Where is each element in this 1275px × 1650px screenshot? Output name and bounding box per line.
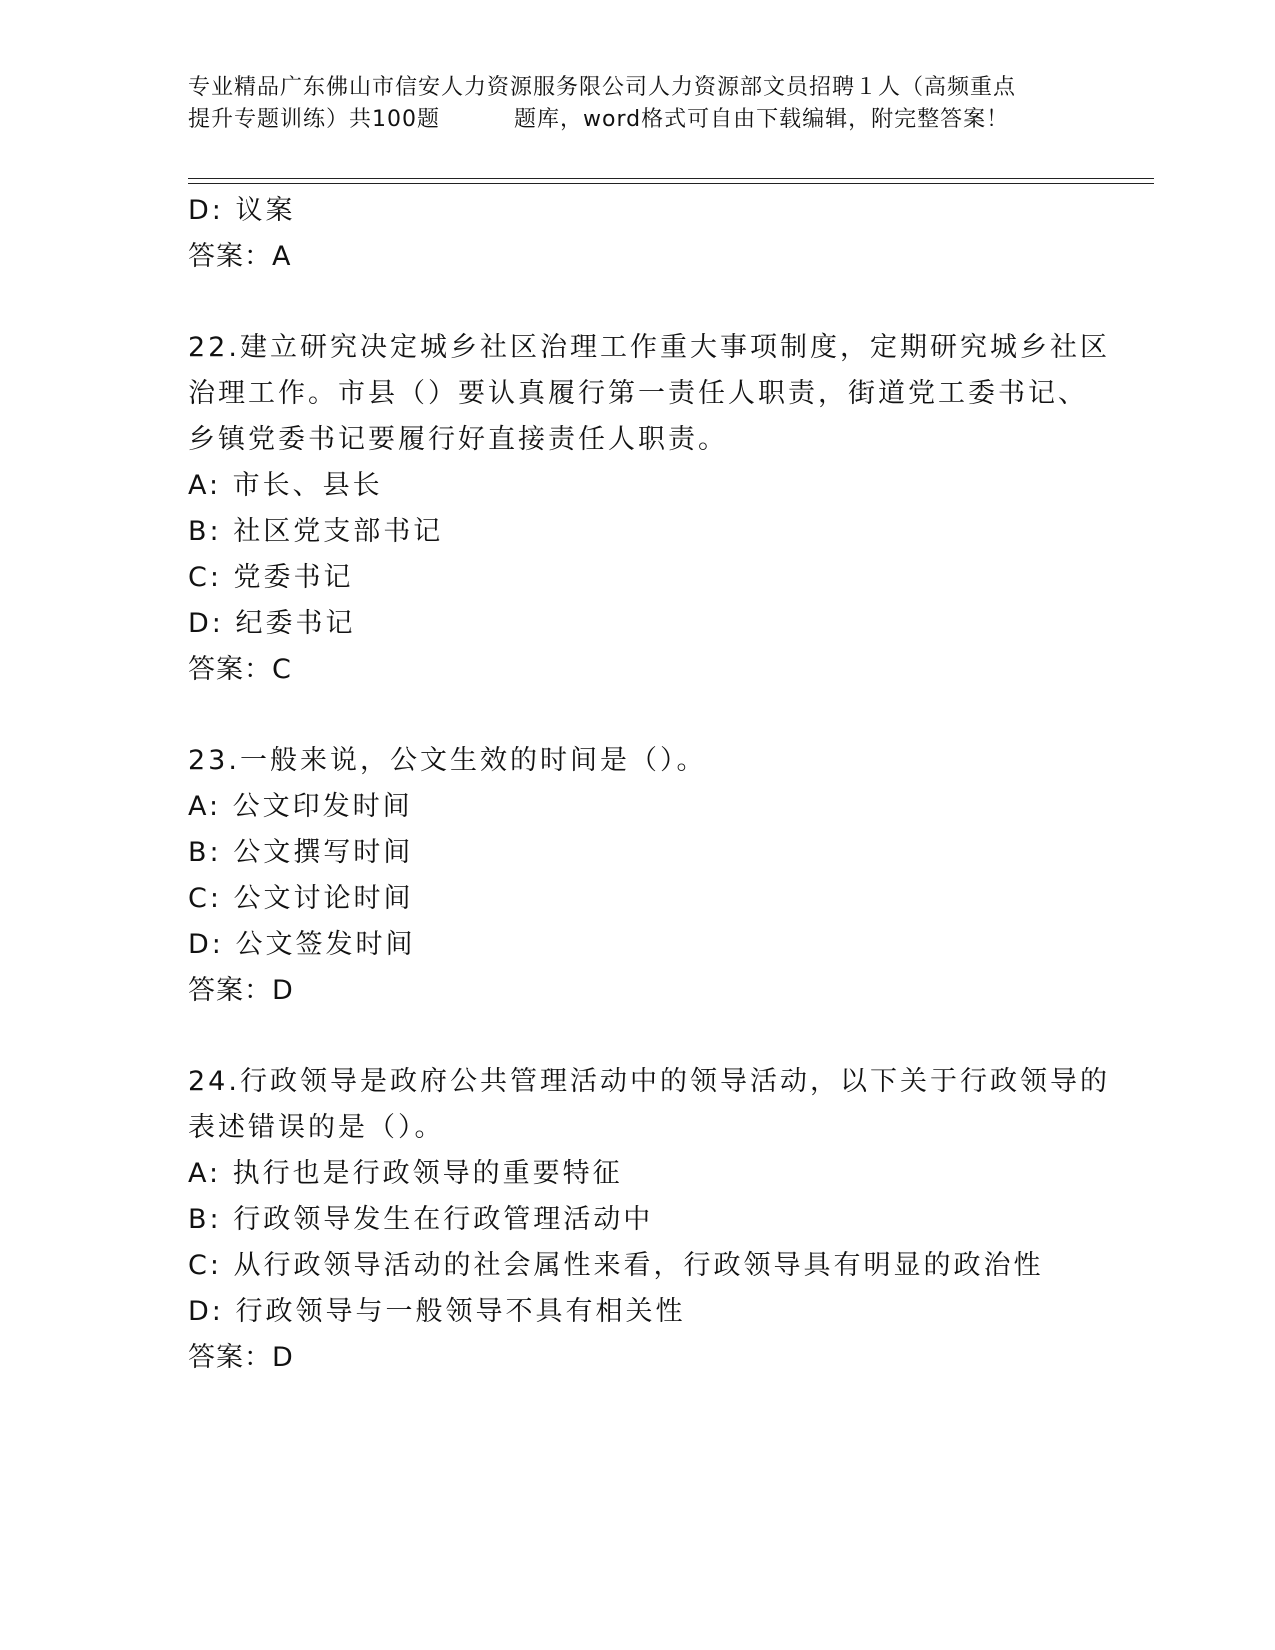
option-c: C: 从行政领导活动的社会属性来看，行政领导具有明显的政治性 (188, 1250, 1044, 1281)
option-d: D: 公文签发时间 (188, 929, 416, 960)
question-text-line: 22.建立研究决定城乡社区治理工作重大事项制度，定期研究城乡社区 (188, 332, 1110, 363)
question-24 (188, 1059, 1110, 1381)
option-b: B: 社区党支部书记 (188, 516, 444, 547)
question-22 (188, 325, 1110, 693)
header-title-line2 (188, 104, 1088, 136)
question-text-line: 乡镇党委书记要履行好直接责任人职责。 (188, 424, 728, 455)
header-divider-bottom (188, 183, 1154, 184)
option-a: A: 公文印发时间 (188, 791, 413, 822)
question-text-line: 治理工作。市县（）要认真履行第一责任人职责，街道党工委书记、 (188, 378, 1088, 409)
option-c: C: 党委书记 (188, 562, 354, 593)
question-text-line: 表述错误的是（）。 (188, 1112, 445, 1143)
previous-question-tail (188, 188, 1088, 280)
spacer (188, 1014, 1088, 1059)
header-divider-top (188, 178, 1154, 179)
option-b: B: 行政领导发生在行政管理活动中 (188, 1204, 654, 1235)
document-header (188, 72, 1088, 136)
header-title-line1: 专业精品广东佛山市信安人力资源服务限公司人力资源部文员招聘１人（高频重点 (188, 75, 1017, 100)
answer-line: 答案：A (188, 241, 292, 272)
option-c: C: 公文讨论时间 (188, 883, 414, 914)
question-text-line: 23.一般来说，公文生效的时间是（）。 (188, 745, 707, 776)
option-d: D: 行政领导与一般领导不具有相关性 (188, 1296, 686, 1327)
answer-line: 答案：D (188, 975, 294, 1006)
option-a: A: 市长、县长 (188, 470, 383, 501)
spacer (188, 693, 1088, 738)
header-title-line2-part1: 提升专题训练）共100题 (188, 107, 440, 132)
option-b: B: 公文撰写时间 (188, 837, 414, 868)
answer-line: 答案：D (188, 1342, 294, 1373)
question-23 (188, 738, 1088, 1014)
option-d: D: 议案 (188, 195, 296, 226)
header-title-line2-part2: 题库，word格式可自由下载编辑，附完整答案！ (514, 107, 1010, 132)
option-a: A: 执行也是行政领导的重要特征 (188, 1158, 623, 1189)
answer-line: 答案：C (188, 654, 292, 685)
question-text-line: 24.行政领导是政府公共管理活动中的领导活动，以下关于行政领导的 (188, 1066, 1110, 1097)
spacer (188, 280, 1088, 325)
option-d: D: 纪委书记 (188, 608, 356, 639)
document-body (188, 188, 1110, 1381)
